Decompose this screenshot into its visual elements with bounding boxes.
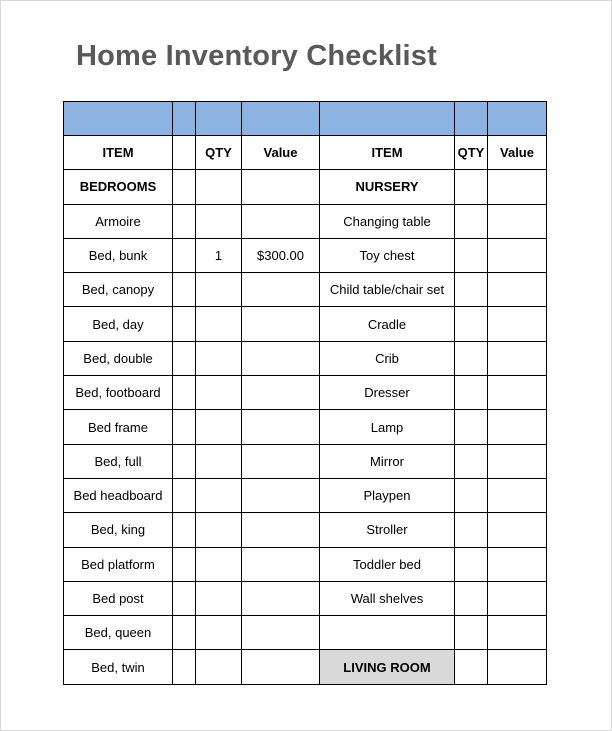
right-value-cell (488, 238, 547, 272)
spacer-cell (173, 204, 196, 238)
left-item-cell: Bed, full (64, 444, 173, 478)
right-value-cell (488, 307, 547, 341)
left-qty-cell (196, 650, 242, 684)
header-band-cell (196, 102, 242, 136)
right-qty-cell (455, 410, 488, 444)
left-item-cell: Bed post (64, 581, 173, 615)
spacer-cell (173, 307, 196, 341)
table-row (64, 513, 547, 547)
section-nursery: NURSERY (320, 170, 455, 204)
right-item-cell: Dresser (320, 376, 455, 410)
right-item-cell (320, 616, 455, 650)
right-qty-cell (455, 513, 488, 547)
right-qty-cell (455, 376, 488, 410)
right-item-cell: Playpen (320, 478, 455, 512)
left-value-cell (242, 307, 320, 341)
left-value-cell (242, 204, 320, 238)
inventory-table (63, 101, 547, 685)
qty-cell (455, 170, 488, 204)
right-qty-cell (455, 307, 488, 341)
left-item-cell: Bed, king (64, 513, 173, 547)
left-qty-cell (196, 616, 242, 650)
left-value-cell (242, 410, 320, 444)
right-item-cell: Wall shelves (320, 581, 455, 615)
spacer-cell (173, 650, 196, 684)
right-item-cell: Cradle (320, 307, 455, 341)
right-value-cell (488, 273, 547, 307)
left-qty-cell (196, 478, 242, 512)
spacer-cell (173, 478, 196, 512)
left-value-cell: $300.00 (242, 238, 320, 272)
right-qty-cell (455, 444, 488, 478)
left-item-cell: Bed, canopy (64, 273, 173, 307)
table-row (64, 376, 547, 410)
spacer-cell (173, 444, 196, 478)
value-cell (488, 170, 547, 204)
right-item-cell: Changing table (320, 204, 455, 238)
left-value-cell (242, 650, 320, 684)
right-item-cell: Mirror (320, 444, 455, 478)
right-qty-cell (455, 341, 488, 375)
right-qty-cell (455, 478, 488, 512)
left-qty-cell (196, 513, 242, 547)
left-value-cell (242, 513, 320, 547)
left-item-header: ITEM (64, 136, 173, 170)
right-item-cell: Toddler bed (320, 547, 455, 581)
table-row (64, 581, 547, 615)
header-band-cell (173, 102, 196, 136)
spacer-cell (173, 410, 196, 444)
left-value-cell (242, 581, 320, 615)
right-qty-header: QTY (455, 136, 488, 170)
left-item-cell: Bed headboard (64, 478, 173, 512)
spacer-cell (173, 616, 196, 650)
table-row (64, 410, 547, 444)
left-qty-cell (196, 444, 242, 478)
spacer-cell (173, 513, 196, 547)
right-value-cell (488, 650, 547, 684)
left-value-cell (242, 478, 320, 512)
table-row (64, 204, 547, 238)
spacer-cell (173, 547, 196, 581)
right-item-cell: Toy chest (320, 238, 455, 272)
left-qty-cell (196, 376, 242, 410)
section-bedrooms: BEDROOMS (64, 170, 173, 204)
table-row (64, 650, 547, 684)
right-value-cell (488, 616, 547, 650)
left-qty-cell (196, 547, 242, 581)
header-band-cell (64, 102, 173, 136)
table-row (64, 444, 547, 478)
section-row (64, 170, 547, 204)
left-item-cell: Bed, queen (64, 616, 173, 650)
left-value-cell (242, 444, 320, 478)
left-item-cell: Bed, day (64, 307, 173, 341)
table-row (64, 547, 547, 581)
left-value-cell (242, 341, 320, 375)
header-band-cell (242, 102, 320, 136)
right-qty-cell (455, 581, 488, 615)
column-header-row (64, 136, 547, 170)
table-row (64, 478, 547, 512)
left-item-cell: Bed, twin (64, 650, 173, 684)
spacer-cell (173, 170, 196, 204)
left-value-cell (242, 616, 320, 650)
right-value-cell (488, 513, 547, 547)
spacer-cell (173, 136, 196, 170)
page-title: Home Inventory Checklist (76, 40, 437, 72)
right-value-cell (488, 410, 547, 444)
right-value-cell (488, 478, 547, 512)
right-qty-cell (455, 650, 488, 684)
qty-cell (196, 170, 242, 204)
header-band-cell (455, 102, 488, 136)
right-value-cell (488, 341, 547, 375)
left-item-cell: Bed frame (64, 410, 173, 444)
table-row (64, 341, 547, 375)
header-band-cell (320, 102, 455, 136)
left-value-cell (242, 273, 320, 307)
left-item-cell: Armoire (64, 204, 173, 238)
left-item-cell: Bed, double (64, 341, 173, 375)
left-qty-cell (196, 273, 242, 307)
left-qty-cell: 1 (196, 238, 242, 272)
left-qty-cell (196, 341, 242, 375)
right-value-cell (488, 547, 547, 581)
right-qty-cell (455, 616, 488, 650)
header-band-row (64, 102, 547, 136)
right-value-cell (488, 581, 547, 615)
header-band-cell (488, 102, 547, 136)
left-qty-header: QTY (196, 136, 242, 170)
right-value-cell (488, 444, 547, 478)
spacer-cell (173, 341, 196, 375)
right-value-header: Value (488, 136, 547, 170)
spacer-cell (173, 238, 196, 272)
left-value-cell (242, 376, 320, 410)
right-value-cell (488, 376, 547, 410)
spacer-cell (173, 581, 196, 615)
right-item-cell: Child table/chair set (320, 273, 455, 307)
left-qty-cell (196, 410, 242, 444)
right-item-cell: Stroller (320, 513, 455, 547)
spacer-cell (173, 273, 196, 307)
right-qty-cell (455, 204, 488, 238)
right-item-cell: Crib (320, 341, 455, 375)
right-item-cell: Lamp (320, 410, 455, 444)
right-qty-cell (455, 273, 488, 307)
table-row (64, 238, 547, 272)
left-qty-cell (196, 204, 242, 238)
left-qty-cell (196, 307, 242, 341)
left-value-header: Value (242, 136, 320, 170)
left-item-cell: Bed platform (64, 547, 173, 581)
left-item-cell: Bed, footboard (64, 376, 173, 410)
left-value-cell (242, 547, 320, 581)
table-row (64, 616, 547, 650)
right-item-header: ITEM (320, 136, 455, 170)
section-living-room: LIVING ROOM (320, 650, 455, 684)
right-qty-cell (455, 547, 488, 581)
spacer-cell (173, 376, 196, 410)
value-cell (242, 170, 320, 204)
left-qty-cell (196, 581, 242, 615)
table-row (64, 273, 547, 307)
right-qty-cell (455, 238, 488, 272)
table-row (64, 307, 547, 341)
left-item-cell: Bed, bunk (64, 238, 173, 272)
right-value-cell (488, 204, 547, 238)
